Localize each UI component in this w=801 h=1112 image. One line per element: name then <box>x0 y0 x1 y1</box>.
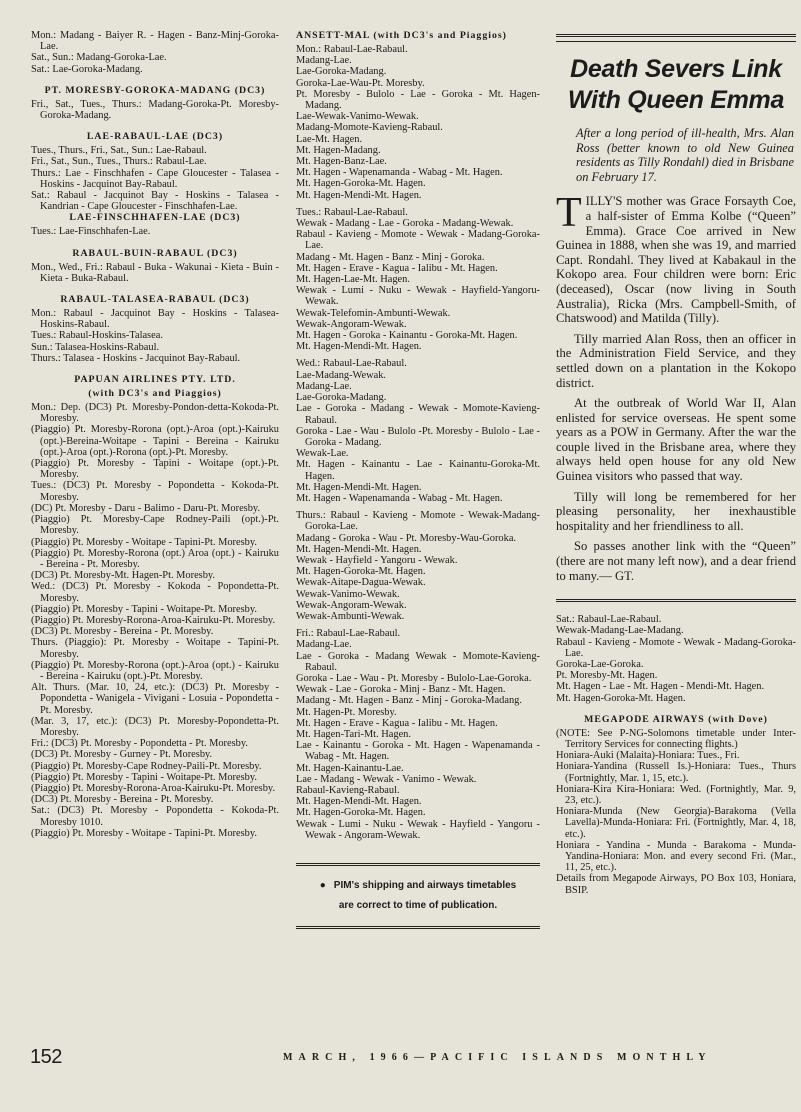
intro-list <box>31 30 279 75</box>
page-footer <box>30 1046 800 1070</box>
bullet-icon: ● <box>319 880 326 892</box>
schedule-line: Thurs.: Talasea - Hoskins - Jacquinot Bay-Rabaul. <box>31 352 241 364</box>
schedule-line: Mt. Hagen - Wapenamanda - Wabag - Mt. Hagen. <box>296 167 503 179</box>
schedule-line: Honiara-Yandina (Russell Is.)-Honiara: Tues., Thurs (Fortnightly, Mar. 1, 15, etc.). <box>556 761 796 784</box>
schedule-line: Sat.: (DC3) Pt. Moresby - Popondetta - Kokoda-Pt. Moresby 1010. <box>31 805 279 828</box>
schedule-line: Pt. Moresby-Mt. Hagen. <box>556 670 658 682</box>
schedule-line: Lae-Goroka-Madang. <box>296 392 387 404</box>
schedule-line: (Piaggio) Pt. Moresby - Woitape - Tapini-Pt. Moresby. <box>31 536 257 548</box>
headline-line: Death Severs Link <box>570 55 782 83</box>
schedule-line: Wewak-Madang-Lae-Madang. <box>556 625 684 637</box>
schedule-line: Honiara-Auki (Malaita)-Honiara: Tues., Fri. <box>556 750 740 762</box>
page-number: 152 <box>30 1046 62 1068</box>
column-1 <box>31 30 279 839</box>
column-2 <box>296 30 540 933</box>
schedule-line: Tues.: Lae-Finschhafen-Lae. <box>31 226 151 238</box>
schedule-line: (DC3) Pt. Moresby - Gurney - Pt. Moresby. <box>31 749 213 761</box>
schedule-line: Lae - Madang - Wewak - Vanimo - Wewak. <box>296 773 477 785</box>
schedule-line: Mt. Hagen-Lae-Mt. Hagen. <box>296 274 410 286</box>
divider <box>296 863 540 866</box>
article-paragraph: Tilly married Alan Ross, then an officer in the Administration Field Service, and they settled down on a plantation in the Kokopo district. <box>556 331 796 390</box>
section-heading: LAE-FINSCHHAFEN-LAE (DC3) <box>69 212 241 224</box>
schedule-line: Lae-Mt. Hagen. <box>296 133 363 145</box>
schedule-line: Fri., Sat., Sun., Tues., Thurs.: Rabaul-Lae. <box>31 156 207 168</box>
tuesday-schedule <box>296 207 540 353</box>
thursday-schedule <box>296 510 540 622</box>
schedule-line: Wewak - Lumi - Nuku - Wewak - Hayfield-Yangoru-Wewak. <box>296 285 540 308</box>
article-headline <box>556 54 796 116</box>
schedule-line: Thurs.: Lae - Finschhafen - Cape Gloucester - Talasea - Hoskins - Jacquinot Bay-Rabaul. <box>31 167 279 190</box>
schedule-line: Details from Megapode Airways, PO Box 103, Honiara, BSIP. <box>556 873 796 896</box>
schedule-line: Sat.: Rabaul-Lae-Rabaul. <box>556 614 662 626</box>
saturday-schedule <box>556 614 796 704</box>
friday-schedule <box>296 628 540 841</box>
papuan-schedule-list <box>31 402 279 839</box>
schedule-line: Madang-Momote-Kavieng-Rabaul. <box>296 122 443 134</box>
schedule-line: Goroka - Lae - Wau - Pt. Moresby - Bulolo-Lae-Goroka. <box>296 672 532 684</box>
schedule-line: Wewak - Hayfield - Yangoru - Wewak. <box>296 554 458 566</box>
schedule-line: Mt. Hagen - Erave - Kagua - Ialibu - Mt. Hagen. <box>296 262 498 274</box>
schedule-line: Mt. Hagen-Goroka-Mt. Hagen. <box>296 807 426 819</box>
schedule-line: (DC3) Pt. Moresby - Bereina - Pt. Moresby. <box>31 626 214 638</box>
schedule-line: Honiara-Munda (New Georgia)-Barakoma (Vella Lavella)-Munda-Honiara: Fri. (Fortnightly, Mar. 4, 18, etc.). <box>556 806 796 840</box>
schedule-line: (DC) Pt. Moresby - Daru - Balimo - Daru-Pt. Moresby. <box>31 502 261 514</box>
schedule-line: Mt. Hagen-Mendi-Mt. Hagen. <box>296 189 422 201</box>
schedule-line: Wewak - Madang - Lae - Goroka - Madang-Wewak. <box>296 218 514 230</box>
timetable-notice <box>296 876 540 896</box>
article-paragraph: At the outbreak of World War II, Alan enlisted for service overseas. He spent some years as a POW in Germany. After the war the couple lived in the Brisbane area, where they always held open house for any old New Guinea visitors who passed that way. <box>556 396 796 484</box>
article-paragraph: So passes another link with the “Queen” (there are not many left now), and a dear friend to many.— GT. <box>556 539 796 583</box>
schedule-line: Goroka-Lae-Goroka. <box>556 659 644 671</box>
schedule-line: Rabaul-Kavieng-Rabaul. <box>296 785 400 796</box>
schedule-line: (NOTE: See P-NG-Solomons timetable under Inter-Territory Services for connecting flights.) <box>556 727 796 751</box>
schedule-line: Mt. Hagen-Mendi-Mt. Hagen. <box>296 543 422 555</box>
schedule-line: (Piaggio) Pt. Moresby - Woitape - Tapini-Pt. Moresby. <box>31 827 257 839</box>
section-heading: PT. MORESBY-GOROKA-MADANG (DC3) <box>44 84 266 96</box>
schedule-line: Tues.: Rabaul-Hoskins-Talasea. <box>31 330 163 342</box>
schedule-line: Madang-Lae. <box>296 639 352 651</box>
megapode-schedule <box>556 728 796 896</box>
column-3 <box>556 30 796 896</box>
schedule-line: Mt. Hagen - Erave - Kagua - Ialibu - Mt. Hagen. <box>296 717 498 729</box>
schedule-line: (DC3) Pt. Moresby - Bereina - Pt. Moresby. <box>31 794 214 806</box>
schedule-line: Wewak-Angoram-Wewak. <box>296 599 407 611</box>
schedule-line: Tues.: Rabaul-Lae-Rabaul. <box>296 206 408 218</box>
schedule-line: Mon.: Madang - Baiyer R. - Hagen - Banz-Minj-Goroka-Lae. <box>31 30 279 53</box>
schedule-line: (Piaggio) Pt. Moresby-Cape Rodney-Paili-Pt. Moresby. <box>31 760 262 772</box>
schedule-line: (DC3) Pt. Moresby-Mt. Hagen-Pt. Moresby. <box>31 570 216 582</box>
schedule-line: Lae-Wewak-Vanimo-Wewak. <box>296 111 419 123</box>
section-heading: RABAUL-BUIN-RABAUL (DC3) <box>72 247 238 259</box>
schedule-line: Wewak-Aitape-Dagua-Wewak. <box>296 577 426 589</box>
schedule-line: Wed.: Rabaul-Lae-Rabaul. <box>296 358 407 370</box>
schedule-line: Wewak - Lae - Goroka - Minj - Banz - Mt. Hagen. <box>296 684 506 696</box>
section-heading: LAE-RABAUL-LAE (DC3) <box>86 131 224 143</box>
schedule-line: Mt. Hagen-Goroka-Mt. Hagen. <box>296 566 426 578</box>
schedule-line: Madang - Mt. Hagen - Banz - Minj - Goroka. <box>296 251 485 263</box>
divider <box>556 34 796 37</box>
schedule-line: Rabaul - Kavieng - Momote - Wewak - Madang-Goroka-Lae. <box>296 229 540 252</box>
schedule-line: Fri., Sat., Tues., Thurs.: Madang-Goroka-Pt. Moresby-Goroka-Madang. <box>31 98 279 122</box>
schedule-line: Fri.: Rabaul-Lae-Rabaul. <box>296 628 401 640</box>
schedule-line: Lae - Kainantu - Goroka - Mt. Hagen - Wapenamanda - Wabag - Mt. Hagen. <box>296 740 540 763</box>
schedule-line: Rabaul - Kavieng - Momote - Wewak - Madang-Goroka-Lae. <box>556 636 796 659</box>
schedule-line: Sat.: Rabaul - Jacquinot Bay - Hoskins - Talasea - Kandrian - Cape Gloucester - Finschhafen-Lae. <box>31 190 279 213</box>
schedule-line: Mon.: Rabaul-Lae-Rabaul. <box>296 44 408 55</box>
schedule-line: Goroka - Lae - Wau - Bulolo -Pt. Moresby - Bulolo - Lae - Goroka - Madang. <box>296 425 540 448</box>
schedule-line: Mt. Hagen-Mendi-Mt. Hagen. <box>296 796 422 808</box>
schedule-line: Sat.: Lae-Goroka-Madang. <box>31 63 143 75</box>
section-heading: ANSETT-MAL (with DC3's and Piaggios) <box>296 30 507 41</box>
schedule-line: Wed.: (DC3) Pt. Moresby - Kokoda - Popondetta-Pt. Moresby. <box>31 581 279 604</box>
schedule-line: Madang - Mt. Hagen - Banz - Minj - Goroka-Madang. <box>296 695 522 707</box>
schedule-line: Mon., Wed., Fri.: Rabaul - Buka - Wakunai - Kieta - Buin - Kieta - Buka-Rabaul. <box>31 261 279 284</box>
schedule-line: Mon.: Rabaul - Jacquinot Bay - Hoskins - Talasea-Hoskins-Rabaul. <box>31 308 279 331</box>
schedule-line: Lae - Goroka - Madang - Wewak - Momote-Kavieng-Rabaul. <box>296 403 540 426</box>
monday-schedule <box>296 44 540 201</box>
schedule-line: Madang-Lae. <box>296 55 352 67</box>
section-heading: MEGAPODE AIRWAYS (with Dove) <box>584 713 768 725</box>
schedule-line: Thurs. (Piaggio): Pt. Moresby - Woitape - Tapini-Pt. Moresby. <box>31 637 279 660</box>
schedule-line: Pt. Moresby - Bulolo - Lae - Goroka - Mt. Hagen-Madang. <box>296 88 540 112</box>
schedule-line: Lae - Goroka - Madang Wewak - Momote-Kavieng-Rabaul. <box>296 650 540 673</box>
paragraph-text: ILLY'S mother was Grace Forsayth Coe, a half-sister of Emma Kolbe (“Queen” Emma). Grace Coe arrived in New Guinea in 1888, when she was 19, and married Capt. Rondahl. They lived at Kabakaul in the Kokopo area. Four children were born: Eric (deceased), Oscar (now living in South Australia), Ricka (Mrs. Campbell-Smith, of Chatswood) and Matilda (Tilly). <box>556 194 796 326</box>
headline-line: With Queen Emma <box>567 86 785 114</box>
divider <box>296 926 540 929</box>
schedule-line: Wewak-Telefomin-Ambunti-Wewak. <box>296 307 451 319</box>
schedule-line: Wewak - Lumi - Nuku - Wewak - Hayfield - Yangoru - Wewak - Angoram-Wewak. <box>296 818 540 841</box>
schedule-line: Goroka-Lae-Wau-Pt. Moresby. <box>296 77 425 89</box>
schedule-line: (Piaggio) Pt. Moresby-Rorona (opt.)-Aroa (opt.)-Kairuku (opt.)-Bereina-Woitape - Tapini - Bereina - Kairuku (opt.)-Aroa (opt.)-Rorona (opt.)-Pt. Moresby. <box>31 424 279 458</box>
schedule-line: Mt. Hagen-Goroka-Mt. Hagen. <box>296 178 426 190</box>
schedule-line: Madang-Lae. <box>296 380 352 392</box>
schedule-line: Mt. Hagen-Mendi-Mt. Hagen. <box>296 341 422 353</box>
schedule-line: Thurs.: Rabaul - Kavieng - Momote - Wewak-Madang-Goroka-Lae. <box>296 510 540 533</box>
schedule-line: Madang - Goroka - Wau - Pt. Moresby-Wau-Goroka. <box>296 532 517 544</box>
schedule-line: Mt. Hagen-Goroka-Mt. Hagen. <box>556 692 686 704</box>
schedule-line: (Piaggio) Pt. Moresby-Rorona (opt.) Aroa (opt.) - Kairuku - Bereina - Pt. Moresby. <box>31 547 279 570</box>
schedule-line: (Piaggio) Pt. Moresby - Tapini - Woitape-Pt. Moresby. <box>31 771 257 783</box>
section-heading: RABAUL-TALASEA-RABAUL (DC3) <box>60 294 250 306</box>
schedule-line: (Piaggio) Pt. Moresby - Tapini - Woitape (opt.)-Pt. Moresby. <box>31 458 279 481</box>
timetable-notice-2: are correct to time of publication. <box>338 900 498 912</box>
schedule-line: Mt. Hagen - Kainantu - Lae - Kainantu-Goroka-Mt. Hagen. <box>296 459 540 482</box>
publication-line: MARCH, 1966—PACIFIC ISLANDS MONTHLY <box>283 1052 712 1063</box>
schedule-line: Tues.: (DC3) Pt. Moresby - Popondetta - Kokoda-Pt. Moresby. <box>31 480 279 503</box>
schedule-line: Mt. Hagen - Lae - Mt. Hagen - Mendi-Mt. Hagen. <box>556 681 765 693</box>
notice-text: PIM's shipping and airways timetables <box>333 880 517 892</box>
schedule-line: Mt. Hagen - Wapenamanda - Wabag - Mt. Hagen. <box>296 492 503 504</box>
schedule-line: (Piaggio) Pt. Moresby-Cape Rodney-Paili (opt.)-Pt. Moresby. <box>31 514 279 537</box>
divider <box>556 599 796 602</box>
schedule-line: Wewak-Ambunti-Wewak. <box>296 610 405 622</box>
schedule-line: Mt. Hagen-Banz-Lae. <box>296 156 387 168</box>
schedule-line: Sun.: Talasea-Hoskins-Rabaul. <box>31 341 160 353</box>
article-paragraph: Tilly will long be remembered for her pleasing personality, her inexhaustible hospitality and her friendliness to all. <box>556 489 796 533</box>
schedule-line: (Mar. 3, 17, etc.): (DC3) Pt. Moresby-Popondetta-Pt. Moresby. <box>31 715 279 738</box>
schedule-line: Wewak-Angoram-Wewak. <box>296 318 407 330</box>
article-paragraph <box>556 190 796 326</box>
schedule-line: Lae-Madang-Wewak. <box>296 369 387 381</box>
drop-cap: T <box>556 190 582 237</box>
schedule-line: Mon.: Dep. (DC3) Pt. Moresby-Pondon-detta-Kokoda-Pt. Moresby. <box>31 402 279 425</box>
schedule-line: Fri.: (DC3) Pt. Moresby - Popondetta - Pt. Moresby. <box>31 738 248 750</box>
divider <box>556 41 796 42</box>
schedule-line: Mt. Hagen-Madang. <box>296 144 381 156</box>
schedule-line: Honiara - Yandina - Munda - Barakoma - Munda-Yandina-Honiara: Mon. and every second Fri. (Mar., 11, 25, etc.). <box>556 839 796 874</box>
schedule-line: Sat., Sun.: Madang-Goroka-Lae. <box>31 52 167 64</box>
section-subheading: (with DC3's and Piaggios) <box>88 388 222 400</box>
section-heading: PAPUAN AIRLINES PTY. LTD. <box>74 374 236 386</box>
schedule-line: Mt. Hagen-Tari-Mt. Hagen. <box>296 728 411 740</box>
schedule-line: Lae-Goroka-Madang. <box>296 66 387 78</box>
schedule-line: Honiara-Kira Kira-Honiara: Wed. (Fortnightly, Mar. 9, 23, etc.). <box>556 783 796 807</box>
schedule-line: Tues., Thurs., Fri., Sat., Sun.: Lae-Rabaul. <box>31 145 207 157</box>
schedule-line: Alt. Thurs. (Mar. 10, 24, etc.): (DC3) Pt. Moresby - Popondetta - Wanigela - Vivigani - Losuia - Popondetta - Pt. Moresby. <box>31 682 279 716</box>
schedule-line: (Piaggio) Pt. Moresby-Rorona-Aroa-Kairuku-Pt. Moresby. <box>31 782 276 794</box>
article-lede: After a long period of ill-health, Mrs. Alan Ross (better known to old New Guinea residents as Tilly Rondahl) died in Brisbane on February 17. <box>576 126 794 184</box>
schedule-line: Mt. Hagen-Kainantu-Lae. <box>296 762 404 774</box>
schedule-line: Wewak-Vanimo-Wewak. <box>296 588 400 600</box>
schedule-line: Mt. Hagen-Mendi-Mt. Hagen. <box>296 481 422 493</box>
schedule-line: Mt. Hagen-Pt. Moresby. <box>296 706 397 718</box>
schedule-line: Mt. Hagen - Goroka - Kainantu - Goroka-Mt. Hagen. <box>296 330 518 342</box>
schedule-line: (Piaggio) Pt. Moresby-Rorona-Aroa-Kairuku-Pt. Moresby. <box>31 614 276 626</box>
wednesday-schedule <box>296 358 540 504</box>
schedule-line: (Piaggio) Pt. Moresby-Rorona (opt.)-Aroa (opt.) - Kairuku - Bereina - Kairuku (opt.)-Pt. Moresby. <box>31 659 279 682</box>
schedule-line: Wewak-Lae. <box>296 448 349 460</box>
schedule-line: (Piaggio) Pt. Moresby - Tapini - Woitape-Pt. Moresby. <box>31 603 257 615</box>
